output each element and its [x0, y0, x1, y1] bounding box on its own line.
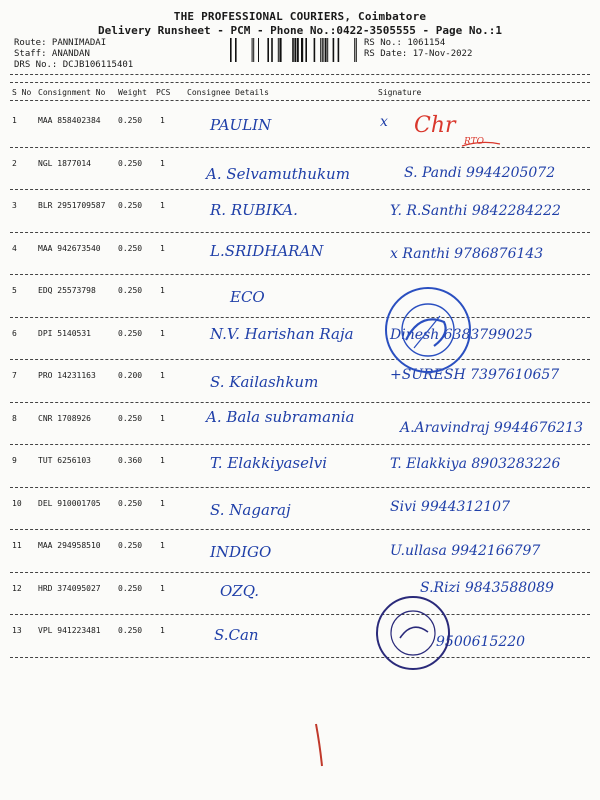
row-sno: 2 — [12, 158, 17, 168]
col-header-pcs: PCS — [156, 88, 171, 97]
row-consignee-handwriting: INDIGO — [210, 543, 272, 561]
row-divider — [10, 657, 590, 658]
row-consignee-handwriting: PAULIN — [210, 116, 272, 134]
row-divider — [10, 529, 590, 530]
barcode-bar — [258, 38, 259, 62]
row-consignee-handwriting: S. Nagaraj — [210, 500, 291, 519]
red-initials-text: Chr — [414, 113, 456, 138]
row-divider — [10, 402, 590, 403]
divider — [10, 74, 590, 75]
row-consignee-handwriting: L.SRIDHARAN — [210, 241, 324, 260]
row-weight: 0.200 — [118, 371, 143, 380]
barcode-bar — [279, 38, 281, 62]
rs-date: RS Date: 17-Nov-2022 — [364, 49, 473, 59]
row-sno: 8 — [12, 413, 17, 423]
col-header-consignment: Consignment No — [38, 88, 106, 97]
row-pcs: 1 — [160, 243, 165, 253]
row-sno: 9 — [12, 456, 17, 465]
barcode-bar — [267, 38, 269, 62]
row-sno: 5 — [12, 286, 17, 295]
row-divider — [10, 572, 590, 573]
barcode-bar — [278, 38, 279, 62]
row-consignee-handwriting: ECO — [230, 288, 265, 306]
row-pcs: 1 — [160, 456, 165, 465]
barcode-bar — [327, 38, 328, 62]
row-signature-handwriting: T. Elakkiya 8903283226 — [390, 456, 561, 472]
company-seal-stamp — [380, 282, 476, 378]
row-consignment-no: MAA 942673540 — [38, 243, 101, 253]
row-divider — [10, 317, 590, 318]
row-pcs: 1 — [160, 498, 165, 508]
row-weight: 0.250 — [118, 413, 143, 423]
row-divider — [10, 614, 590, 615]
row-signature-handwriting: Y. R.Santhi 9842284222 — [390, 203, 561, 219]
barcode-bar — [235, 38, 237, 62]
row-signature-handwriting: S.Rizi 9843588089 — [420, 579, 554, 596]
row-weight: 0.250 — [118, 541, 143, 550]
row-sno: 13 — [12, 626, 22, 635]
row-pcs: 1 — [160, 413, 165, 423]
route-label: Route: PANNIMADAI — [14, 38, 107, 48]
barcode-bar — [320, 38, 321, 62]
barcode-bar — [297, 38, 299, 62]
row-signature-handwriting: +SURESH 7397610657 — [390, 367, 560, 383]
staff-label: Staff: ANANDAN — [14, 49, 90, 59]
runsheet-title: Delivery Runsheet - PCM - Phone No.:0422-3505555 - Page No.:1 — [98, 24, 502, 37]
row-divider — [10, 147, 590, 148]
barcode-bar — [314, 38, 316, 62]
barcode-bar — [294, 38, 296, 62]
row-consignee-handwriting: S. Kailashkum — [210, 373, 319, 391]
barcode-bar — [356, 38, 357, 62]
company-name: THE PROFESSIONAL COURIERS, Coimbatore — [173, 10, 427, 23]
row-weight: 0.250 — [118, 243, 143, 253]
row-consignment-no: VPL 941223481 — [38, 626, 101, 635]
row-weight: 0.250 — [118, 201, 143, 210]
row-signature-handwriting: 9500615220 — [436, 634, 526, 650]
row-weight: 0.250 — [118, 158, 143, 168]
barcode-bar — [305, 38, 307, 62]
row-weight: 0.250 — [118, 328, 143, 338]
company-seal-stamp — [372, 592, 454, 674]
row-pcs: 1 — [160, 371, 165, 380]
barcode-bar — [338, 38, 340, 62]
red-sub-text: RTO — [464, 137, 484, 147]
row-signature-handwriting: Dinesh 6383799025 — [390, 326, 533, 343]
row-consignment-no: CNR 1708926 — [38, 413, 91, 423]
row-signature-handwriting: Sivi 9944312107 — [390, 498, 510, 515]
row-pcs: 1 — [160, 158, 165, 168]
row-signature-handwriting: x Ranthi 9786876143 — [390, 245, 544, 262]
drs-number: DRS No.: DCJB106115401 — [14, 60, 134, 70]
barcode-bar — [253, 38, 254, 62]
col-header-weight: Weight — [118, 88, 147, 97]
row-consignment-no: NGL 1877014 — [38, 158, 91, 168]
barcode-bar — [333, 38, 335, 62]
barcode-bar — [230, 38, 232, 62]
row-pcs: 1 — [160, 286, 165, 295]
row-signature-handwriting: U.ullasa 9942166797 — [390, 543, 541, 559]
row-pcs: 1 — [160, 201, 165, 210]
barcode-bar — [354, 38, 355, 62]
barcode-bar — [292, 38, 294, 62]
col-header-sno: S No — [12, 88, 32, 97]
row-consignee-handwriting: T. Elakkiyaselvi — [210, 454, 328, 472]
row-divider — [10, 232, 590, 233]
row-weight: 0.250 — [118, 583, 143, 593]
divider — [10, 82, 590, 83]
row-consignee-handwriting: A. Selvamuthukum — [206, 164, 350, 183]
row-consignee-handwriting: OZQ. — [220, 581, 260, 600]
row-consignment-no: MAA 858402384 — [38, 116, 101, 125]
row-weight: 0.250 — [118, 286, 143, 295]
row-weight: 0.250 — [118, 498, 143, 508]
rs-number: RS No.: 1061154 — [364, 38, 446, 48]
red-pen-stroke — [310, 722, 330, 768]
row-sno: 10 — [12, 498, 22, 508]
row-consignment-no: MAA 294958510 — [38, 541, 101, 550]
row-divider — [10, 487, 590, 488]
row-consignment-no: TUT 6256103 — [38, 456, 91, 465]
barcode-bar — [323, 38, 324, 62]
row-pcs: 1 — [160, 328, 165, 338]
barcode-bar — [271, 38, 273, 62]
barcode-bar — [325, 38, 327, 62]
row-consignment-no: DPI 5140531 — [38, 328, 91, 338]
row-divider — [10, 189, 590, 190]
divider — [10, 100, 590, 101]
row-weight: 0.250 — [118, 626, 143, 635]
row-weight: 0.250 — [118, 116, 143, 125]
row-sno: 7 — [12, 371, 17, 380]
row-consignee-handwriting: S.Can — [214, 626, 259, 644]
row-sno: 11 — [12, 541, 22, 550]
row-pcs: 1 — [160, 583, 165, 593]
row-divider — [10, 359, 590, 360]
row-consignment-no: HRD 374095027 — [38, 583, 101, 593]
row-pcs: 1 — [160, 116, 165, 125]
barcode — [230, 38, 358, 62]
row-consignee-handwriting: A. Bala subramania — [206, 407, 355, 426]
row-sno: 3 — [12, 201, 17, 210]
row-signature-handwriting: S. Pandi 9944205072 — [404, 164, 556, 181]
row-pcs: 1 — [160, 626, 165, 635]
row-consignment-no: PRO 14231163 — [38, 371, 96, 380]
col-header-signature: Signature — [378, 88, 422, 97]
barcode-bar — [252, 38, 253, 62]
red-initials-mark — [412, 106, 502, 152]
row-sno: 4 — [12, 243, 17, 253]
row-divider — [10, 444, 590, 445]
row-consignee-handwriting: N.V. Harishan Raja — [210, 324, 354, 343]
row-consignment-no: BLR 2951709587 — [38, 201, 106, 210]
row-weight: 0.360 — [118, 456, 143, 465]
barcode-bar — [301, 38, 303, 62]
row-consignment-no: DEL 910001705 — [38, 498, 101, 508]
row-sno: 1 — [12, 116, 17, 125]
row-pcs: 1 — [160, 541, 165, 550]
row-consignment-no: EDQ 25573798 — [38, 286, 96, 295]
row-divider — [10, 274, 590, 275]
barcode-bar — [322, 38, 323, 62]
row-consignee-handwriting: R. RUBIKA. — [210, 201, 298, 219]
row-signature-handwriting: x — [380, 114, 388, 130]
row-sno: 12 — [12, 583, 22, 593]
col-header-consignee: Consignee Details — [187, 88, 269, 97]
row-signature-handwriting: A.Aravindraj 9944676213 — [400, 419, 583, 436]
row-sno: 6 — [12, 328, 17, 338]
